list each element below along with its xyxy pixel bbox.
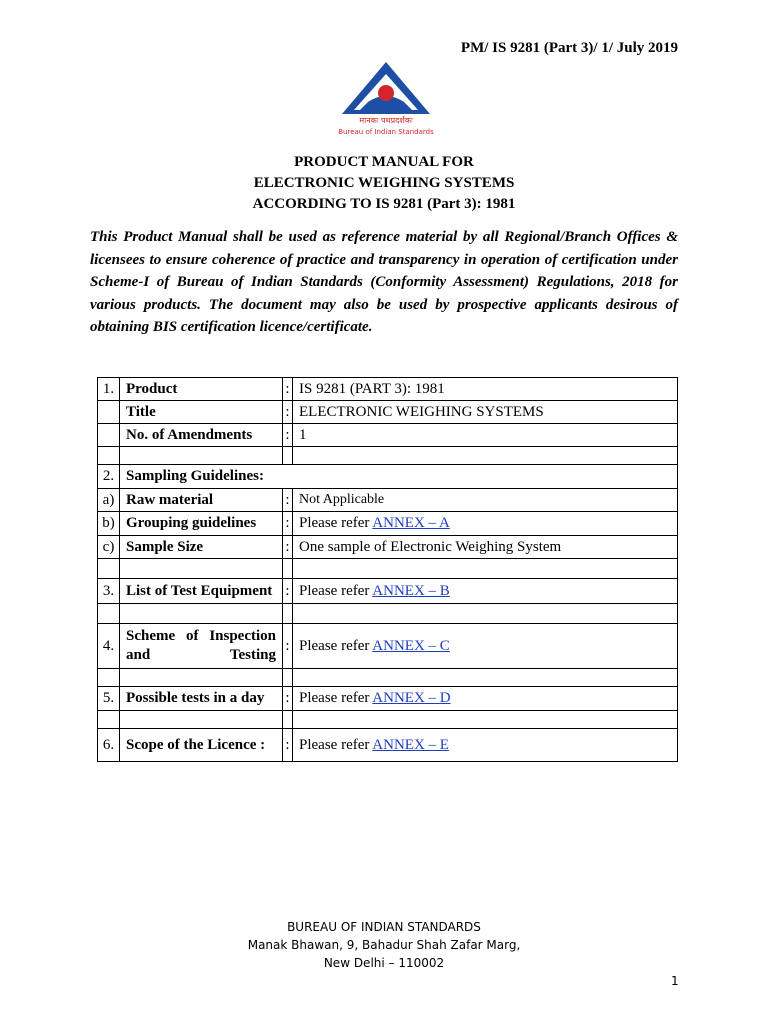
row-label: Scope of the Licence : bbox=[120, 729, 283, 762]
title-line-2: ELECTRONIC WEIGHING SYSTEMS bbox=[253, 175, 515, 191]
row-value: IS 9281 (PART 3): 1981 bbox=[293, 378, 678, 401]
spacer-row bbox=[98, 559, 678, 579]
row-label: Grouping guidelines bbox=[120, 512, 283, 536]
row-label: Possible tests in a day bbox=[120, 687, 283, 711]
row-value: 1 bbox=[293, 424, 678, 447]
annex-a-link[interactable]: ANNEX – A bbox=[372, 515, 450, 531]
row-value bbox=[293, 579, 678, 604]
product-spec-table bbox=[97, 377, 678, 762]
row-label: Title bbox=[120, 401, 283, 424]
logo-english-text: Bureau of Indian Standards bbox=[338, 128, 434, 136]
row-value bbox=[293, 687, 678, 711]
row-value: One sample of Electronic Weighing System bbox=[293, 536, 678, 559]
spacer-row bbox=[98, 669, 678, 687]
row-number bbox=[98, 424, 120, 447]
value-prefix: Please refer bbox=[299, 637, 373, 654]
bis-logo-icon bbox=[336, 60, 436, 140]
footer-line-1: BUREAU OF INDIAN STANDARDS bbox=[287, 920, 481, 934]
row-colon: : bbox=[283, 536, 293, 559]
row-number bbox=[98, 401, 120, 424]
document-title bbox=[0, 152, 768, 215]
spacer-row bbox=[98, 447, 678, 465]
value-prefix: Please refer bbox=[299, 515, 373, 531]
page-number: 1 bbox=[671, 974, 679, 988]
annex-c-link[interactable]: ANNEX – C bbox=[372, 637, 450, 654]
document-reference: PM/ IS 9281 (Part 3)/ 1/ July 2019 bbox=[460, 40, 678, 56]
title-line-3: ACCORDING TO IS 9281 (Part 3): 1981 bbox=[252, 196, 516, 212]
row-value bbox=[293, 624, 678, 669]
row-value bbox=[293, 729, 678, 762]
title-line-1: PRODUCT MANUAL FOR bbox=[294, 154, 474, 170]
logo-hindi-text: मानकः पथप्रदर्शकः bbox=[359, 116, 413, 125]
table-row bbox=[98, 579, 678, 604]
annex-d-link[interactable]: ANNEX – D bbox=[372, 690, 451, 706]
row-number: 6. bbox=[98, 729, 120, 762]
row-colon: : bbox=[283, 729, 293, 762]
page-footer bbox=[0, 918, 768, 972]
footer-line-2: Manak Bhawan, 9, Bahadur Shah Zafar Marg, bbox=[247, 938, 521, 952]
row-label: Product bbox=[120, 378, 283, 401]
table-row bbox=[98, 512, 678, 536]
bis-logo bbox=[336, 60, 436, 140]
row-number: 5. bbox=[98, 687, 120, 711]
row-label: Sample Size bbox=[120, 536, 283, 559]
row-number: 2. bbox=[98, 465, 120, 489]
annex-b-link[interactable]: ANNEX – B bbox=[372, 582, 450, 599]
intro-paragraph: This Product Manual shall be used as reference material by all Regional/Branch Offices & licensees to ensure coherence of practice and transparency in operation of certification under Scheme-I of Bureau of Indian Standards (Conformity Assessment) Regulations, 2018 for various products. The document may also be used by prospective applicants desirous of obtaining BIS certification licence/certificate. bbox=[90, 229, 678, 335]
row-number: b) bbox=[98, 512, 120, 536]
row-number: a) bbox=[98, 489, 120, 512]
row-colon: : bbox=[283, 512, 293, 536]
row-label: Raw material bbox=[120, 489, 283, 512]
table-row bbox=[98, 687, 678, 711]
row-colon: : bbox=[283, 489, 293, 512]
row-colon: : bbox=[283, 624, 293, 669]
table-row bbox=[98, 378, 678, 401]
row-value: ELECTRONIC WEIGHING SYSTEMS bbox=[293, 401, 678, 424]
annex-e-link[interactable]: ANNEX – E bbox=[372, 736, 449, 753]
table-row bbox=[98, 401, 678, 424]
row-value: Not Applicable bbox=[293, 489, 678, 512]
row-number: 3. bbox=[98, 579, 120, 604]
table-row bbox=[98, 624, 678, 669]
row-number: 1. bbox=[98, 378, 120, 401]
row-colon: : bbox=[283, 424, 293, 447]
table-row bbox=[98, 465, 678, 489]
value-prefix: Please refer bbox=[299, 690, 373, 706]
row-number: 4. bbox=[98, 624, 120, 669]
table-row bbox=[98, 489, 678, 512]
value-prefix: Please refer bbox=[299, 582, 373, 599]
spacer-row bbox=[98, 711, 678, 729]
table-row bbox=[98, 729, 678, 762]
table-row bbox=[98, 424, 678, 447]
row-label: List of Test Equipment bbox=[120, 579, 283, 604]
row-label: No. of Amendments bbox=[120, 424, 283, 447]
value-prefix: Please refer bbox=[299, 736, 373, 753]
table-row bbox=[98, 536, 678, 559]
row-number: c) bbox=[98, 536, 120, 559]
row-label: Scheme of Inspection and Testing bbox=[120, 624, 283, 669]
footer-line-3: New Delhi – 110002 bbox=[323, 956, 445, 970]
row-colon: : bbox=[283, 687, 293, 711]
row-colon: : bbox=[283, 378, 293, 401]
spacer-row bbox=[98, 604, 678, 624]
section-heading: Sampling Guidelines: bbox=[120, 465, 678, 489]
row-colon: : bbox=[283, 579, 293, 604]
row-colon: : bbox=[283, 401, 293, 424]
row-value bbox=[293, 512, 678, 536]
